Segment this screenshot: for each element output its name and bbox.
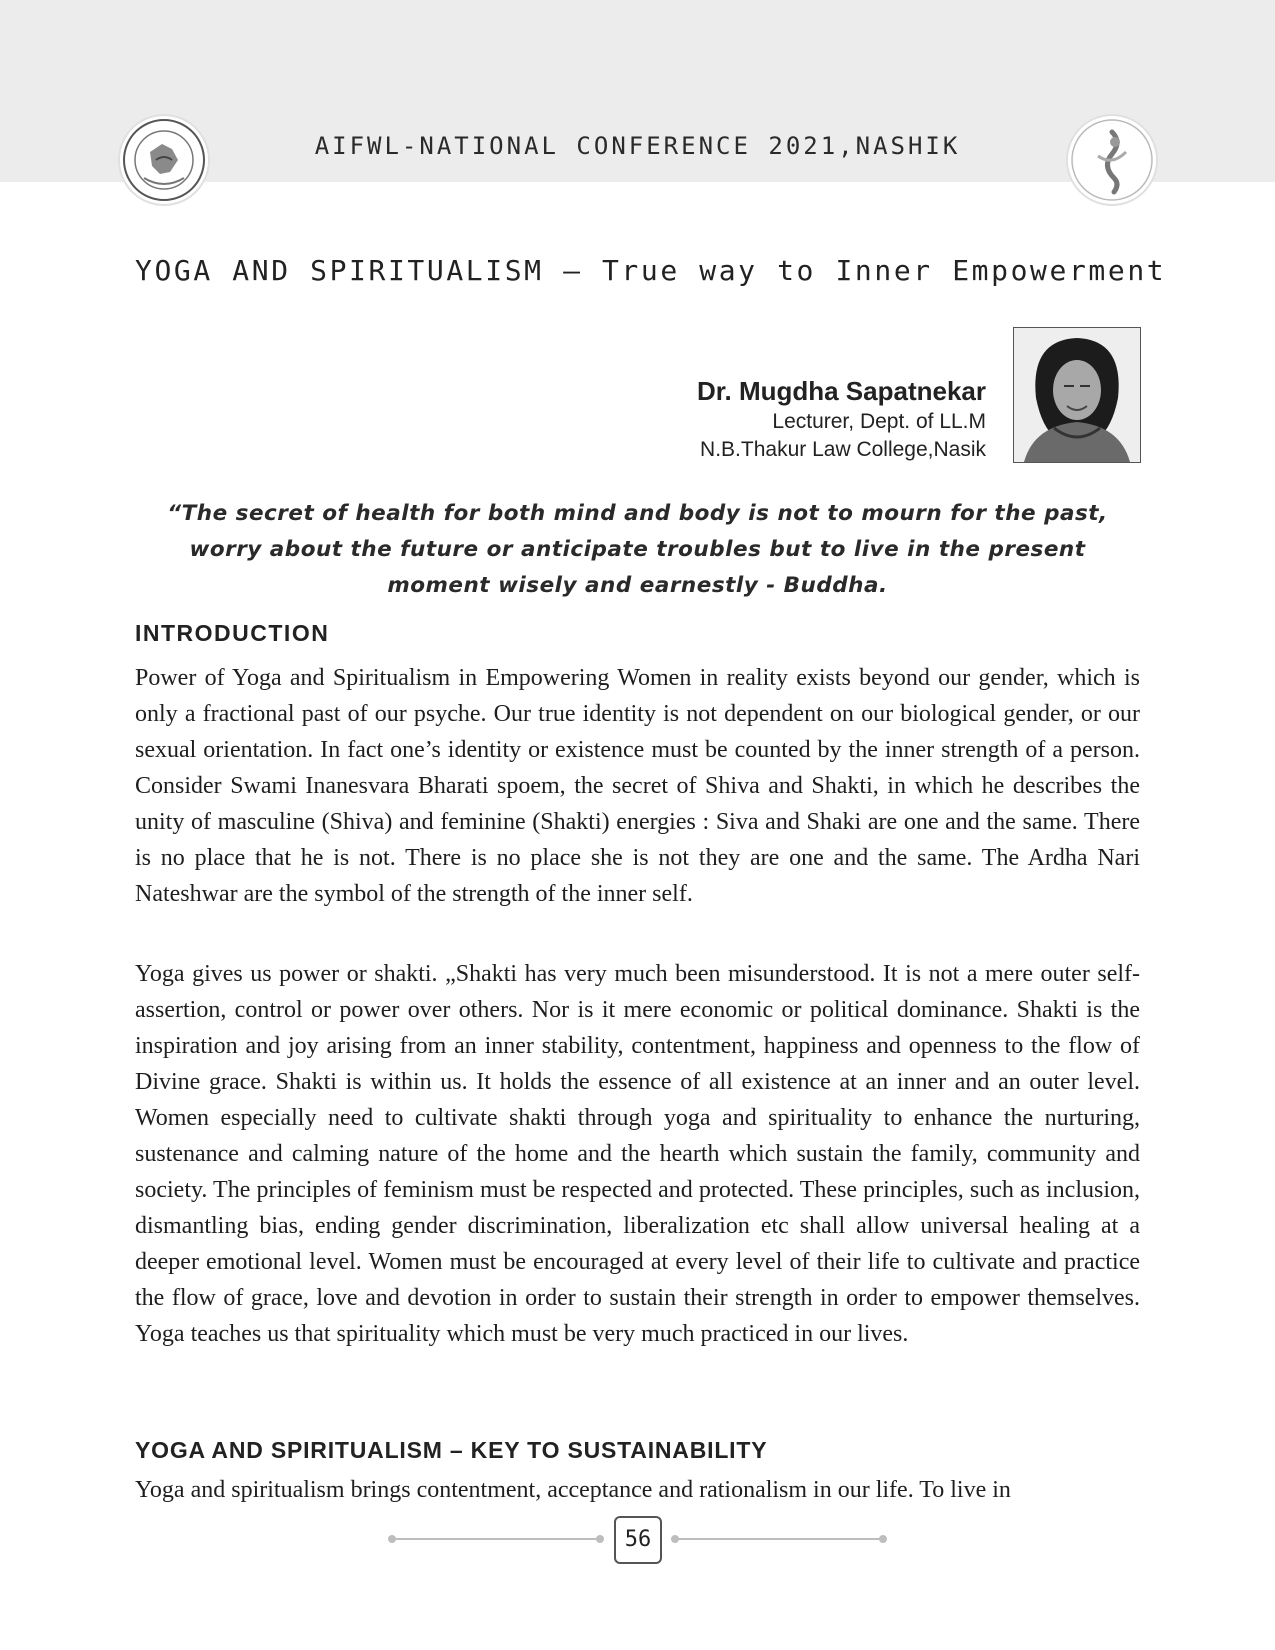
footer-rule-right: [675, 1538, 883, 1540]
author-name: Dr. Mugdha Sapatnekar: [697, 376, 986, 406]
conference-title: AIFWL-NATIONAL CONFERENCE 2021,NASHIK: [314, 132, 961, 160]
footer-dot: [879, 1535, 887, 1543]
author-position: Lecturer, Dept. of LL.M: [772, 410, 986, 433]
author-block: [697, 374, 986, 464]
author-institution: N.B.Thakur Law College,Nasik: [700, 438, 986, 461]
article-title: YOGA AND SPIRITUALISM – True way to Inner Empowerment: [135, 254, 1167, 287]
body-paragraph: Power of Yoga and Spiritualism in Empowering Women in reality exists beyond our gender, which is only a fractional past of our psyche. Our true identity is not dependent on our biological gender, or our sexual orientation. In fact one’s identity or existence must be counted by the inner strength of a person. Consider Swami Inanesvara Bharati spoem, the secret of Shiva and Shakti, in which he describes the unity of masculine (Shiva) and feminine (Shakti) energies : Siva and Shaki are one and the same. There is no place that he is not. There is no place she is not they are one and the same. The Ardha Nari Nateshwar are the symbol of the strength of the inner self.: [135, 665, 1140, 907]
footer-dot: [596, 1535, 604, 1543]
aifwl-seal-logo: [120, 116, 208, 204]
opening-quote: “The secret of health for both mind and body is not to mourn for the past, worry about the future or anticipate troubles but to live in the present moment wisely and earnestly - Buddha.: [167, 501, 1108, 598]
footer-rule-left: [392, 1538, 600, 1540]
body-paragraph: Yoga gives us power or shakti. „Shakti has very much been misunderstood. It is not a mere outer self-assertion, control or power over others. Nor is it mere economic or political dominance. Shakti is the inspiration and joy arising from an inner stability, contentment, happiness and openness to the flow of Divine grace. Shakti is within us. It holds the essence of all existence at an inner and an outer level. Women especially need to cultivate shakti through yoga and spirituality to enhance the nurturing, sustenance and calming nature of the home and the hearth which sustain the family, community and society. The principles of feminism must be respected and protected. These principles, such as inclusion, dismantling bias, ending gender discrimination, liberalization etc shall allow universal healing at a deeper emotional level. Women must be encouraged at every level of their life to cultivate and practice the flow of grace, love and devotion in order to sustain their strength in order to empower themselves. Yoga teaches us that spirituality which must be very much practiced in our lives.: [135, 961, 1140, 1347]
page-number: 56: [614, 1516, 662, 1564]
section-heading-introduction: INTRODUCTION: [135, 620, 330, 646]
body-paragraph: Yoga and spiritualism brings contentment, acceptance and rationalism in our life. To live in: [135, 1477, 1011, 1503]
section-heading-sustainability: YOGA AND SPIRITUALISM – KEY TO SUSTAINABILITY: [135, 1437, 768, 1463]
strong-woman-strong-nation-logo: [1068, 116, 1156, 204]
author-photo: [1013, 327, 1141, 463]
